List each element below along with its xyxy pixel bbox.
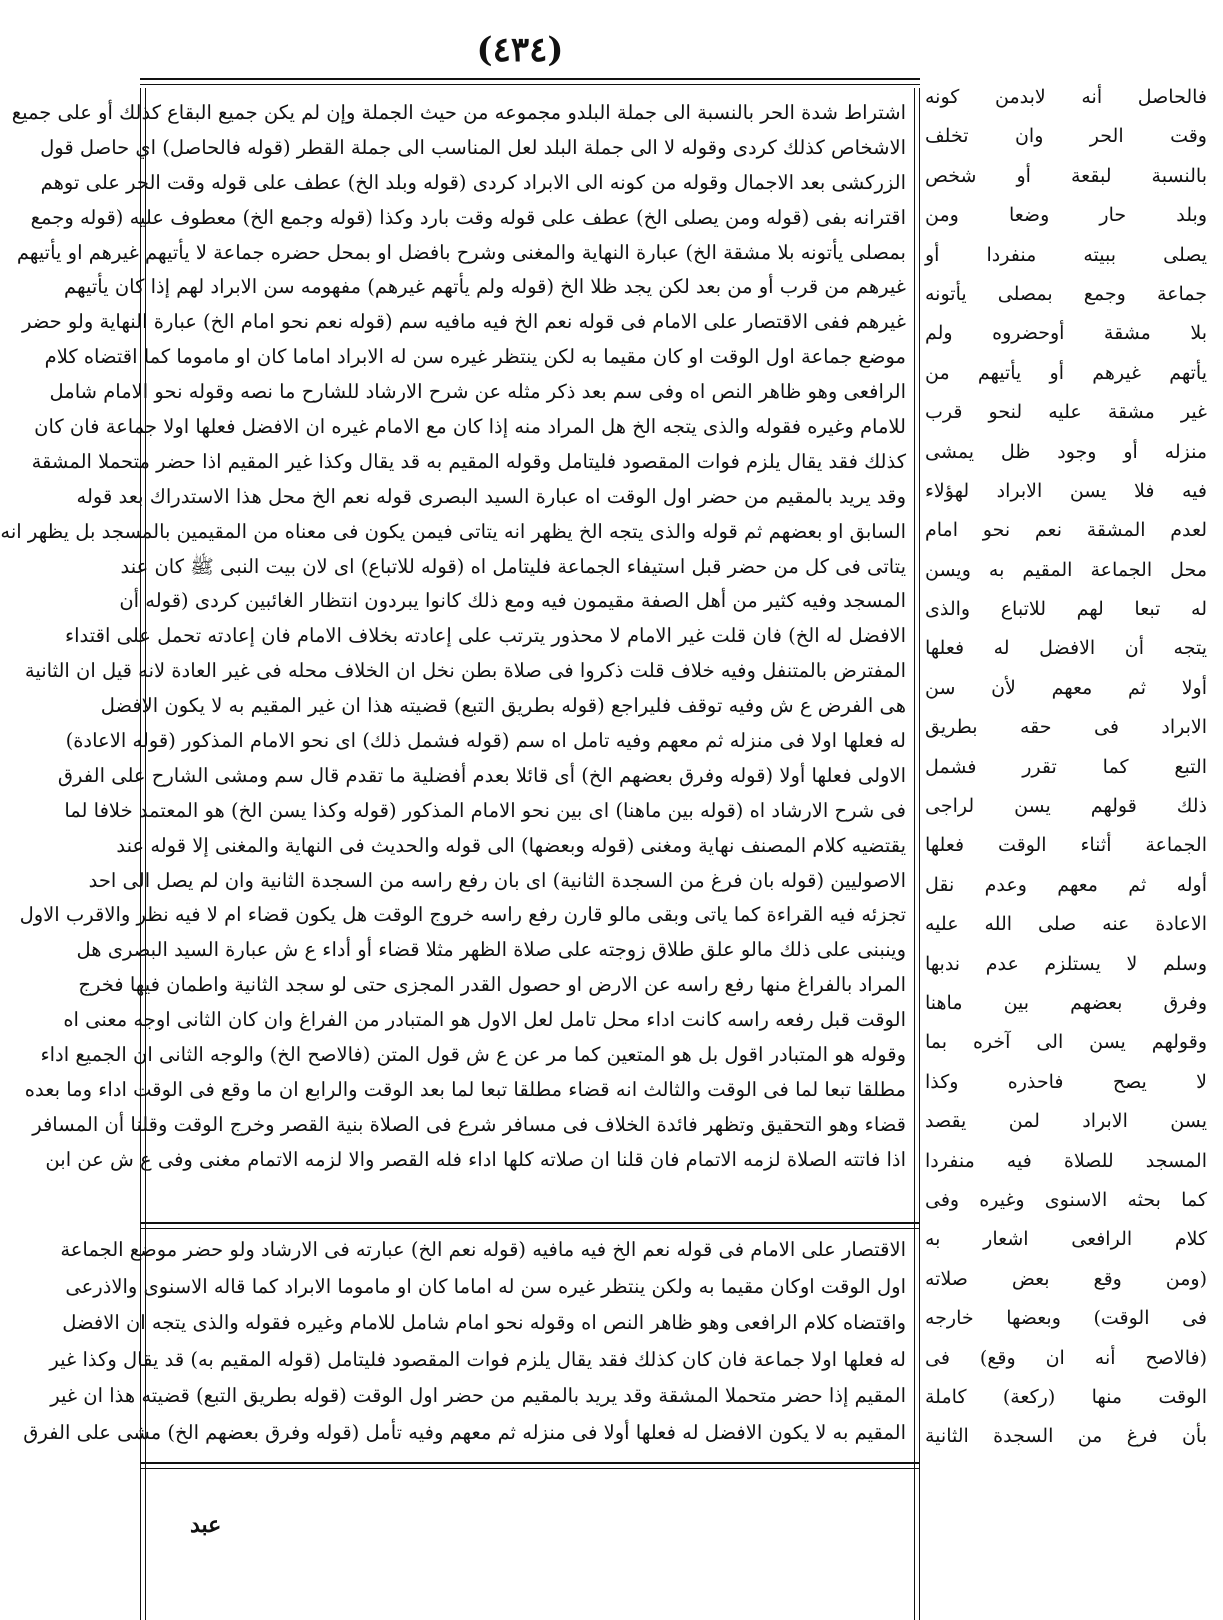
commentary-line: المسجد وفيه كثير من أهل الصفة مقيمون فيه ومع ذلك كانوا يبردون انتظار الغائبين كردى (قوله أن: [119, 589, 906, 613]
matn-line: (فالاصح أنه ان وقع) فى: [925, 1346, 1207, 1369]
commentary-line: اقترانه بفى (قوله ومن يصلى الخ) عطف على قوله وقت بارد وكذا (قوله وجمع الخ) معطوف عليه (قوله وجمع: [30, 205, 906, 229]
commentary-line: الاشخاص كذلك كردى وقوله لا الى جملة البلد لعل المناسب الى جملة القطر (قوله فالحاصل) اي حاصل قول: [40, 135, 906, 159]
matn-line: يتجه أن الافضل له فعلها: [925, 637, 1207, 660]
commentary-line: الزركشى بعد الاجمال وقوله من كونه الى الابراد كردى (قوله وبلد الخ) عطف على قوله وقت الحر على توهم: [40, 170, 906, 194]
commentary-line: وقوله هو المتبادر اقول بل هو المتعين كما مر عن ع ش قول المتن (فالاصح الخ) والوجه الثانى ان الجميع اداء: [40, 1043, 906, 1067]
matn-line: وسلم لا يستلزم عدم ندبها: [925, 952, 1207, 975]
matn-line: فالحاصل أنه لابدمن كونه: [925, 86, 1207, 108]
matn-line: وبلد حار وضعا ومن: [925, 204, 1207, 227]
matn-line: بأن فرغ من السجدة الثانية: [925, 1425, 1207, 1448]
matn-line: غير مشقة عليه لنحو قرب: [925, 401, 1207, 424]
commentary-line: الاصوليين (قوله بان فرغ من السجدة الثانية) اى بان رفع راسه من السجدة الثانية وان لم يصل الى احد: [88, 868, 906, 892]
matn-line: الوقت منها (ركعة) كاملة: [925, 1385, 1207, 1408]
catchword: عبد: [190, 1512, 222, 1538]
matn-line: كما بحثه الاسنوى وغيره وفى: [925, 1188, 1207, 1211]
matn-line: ذلك قولهم يسن لراجى: [925, 795, 1207, 818]
matn-line: له تبعا لهم للاتباع والذى: [925, 598, 1207, 621]
commentary-line: للامام وغيره فقوله والذى يتجه الخ هل المراد منه إذا كان مع الامام غيره ان الافضل فعلها اولا جماعة فان كان: [34, 415, 906, 439]
commentary-line: وينبنى على ذلك مالو علق طلاق زوجته على صلاة الظهر مثلا قضاء أو أداء ع ش عبارة السيد البصرى هل: [76, 938, 906, 962]
commentary-line: المفترض بالمتنفل وفيه خلاف قلت ذكروا فى صلاة بطن نخل ان الخلاف محله فى غير العادة لانه قيل ان الثانية: [24, 659, 906, 683]
matn-line: فى الوقت) وبعضها خارجه: [925, 1307, 1207, 1330]
lower-commentary-line: اول الوقت اوكان مقيما به ولكن ينتظر غيره سن له اماما كان او ماموما الابراد كما قاله الاسنوى والاذرعى: [65, 1274, 906, 1298]
commentary-separator: [140, 1222, 920, 1224]
lower-commentary: [23, 1232, 906, 1462]
matn-line: يأتهم غيرهم أو يأتيهم من: [925, 361, 1207, 384]
matn-line: يصلى ببيته منفردا أو: [925, 243, 1207, 266]
matn-line: بالنسبة لبقعة أو شخص: [925, 164, 1207, 187]
lower-commentary-line: له فعلها اولا جماعة فان كان كذلك فقد يقال يلزم فوات المقصود فليتامل (قوله المقيم به) قد يقال وكذا غير: [49, 1347, 906, 1371]
commentary-line: يتاتى فى كل من حضر قبل استيفاء الجماعة فليتامل اه (قوله للاتباع) اى لان بيت النبى ﷺ كان عند: [120, 554, 906, 578]
matn-column: [925, 78, 1217, 1478]
bottom-rule: [140, 1462, 920, 1464]
matn-line: الاعادة عنه صلى الله عليه: [925, 913, 1207, 936]
commentary-line: موضع جماعة اول الوقت او كان مقيما به لكن ينتظر غيره سن له الابراد اماما كان او ماموما كما اقتضاه كلام: [44, 345, 906, 369]
matn-line: وقولهم يسن الى آخره بما: [925, 1031, 1207, 1054]
commentary-line: قضاء وهو التحقيق وتظهر فائدة الخلاف فى مسافر شرع فى الصلاة بنية القصر وخرج الوقت وقلنا أن المسافر: [32, 1112, 906, 1136]
matn-line: بلا مشقة أوحضروه ولم: [925, 322, 1207, 345]
commentary-line: الاولى فعلها أولا (قوله وفرق بعضهم الخ) أى قائلا بعدم أفضلية ما تقدم قال سم ومشى الشارح على الفرق: [57, 763, 906, 787]
top-rule: [140, 78, 920, 80]
commentary-line: فى شرح الارشاد اه (قوله بين ماهنا) اى بين نحو الامام المذكور (قوله وكذا يسن الخ) هو المعتمد خلافا لما: [64, 798, 906, 822]
matn-line: المسجد للصلاة فيه منفردا: [925, 1149, 1207, 1172]
commentary-line: اشتراط شدة الحر بالنسبة الى جملة البلدو مجموعه من حيث الجملة وإن لم يكن جميع البقاع كذلك أو على جميع: [11, 101, 906, 124]
commentary-line: الوقت قبل رفعه راسه كانت اداء محل تامل لعل الاول هو المتبادر من الفراغ وان كان الثانى اوجه معنى اه: [63, 1008, 906, 1032]
matn-line: التبع كما تقرر فشمل: [925, 755, 1207, 778]
commentary-line: السابق او بعضهم ثم قوله والذى يتجه الخ يظهر انه يتاتى فيمن يكون فى معناه من المقيمين بالمسجد بل يظهر انه: [0, 519, 906, 543]
commentary-line: غيرهم ففى الاقتصار على الامام فى قوله نعم الخ فيه مافيه سم (قوله نعم نحو امام الخ) عبارة النهاية ولو حضر: [21, 310, 906, 334]
main-commentary: [0, 96, 906, 1214]
commentary-line: بمصلى يأتونه بلا مشقة الخ) عبارة النهاية والمغنى وشرح بافضل او بمحل حضره جماعة لا يأتيهم غيرهم او يأتيهم: [16, 240, 906, 264]
commentary-line: غيرهم من قرب أو من بعد لكن يجد ظلا الخ (قوله ولم يأتهم غيرهم) مفهومه سن الابراد لهم إذا كان يأتيهم: [63, 275, 906, 299]
matn-line: جماعة وجمع بمصلى يأتونه: [925, 282, 1207, 305]
commentary-line: كذلك فقد يقال يلزم فوات المقصود فليتامل وقوله المقيم به قد يقال وكذا غير المقيم اذا حضر متحملا المشقة: [31, 449, 906, 473]
lower-commentary-line: المقيم به لا يكون الافضل له فعلها أولا فى منزله ثم معهم وفيه تأمل (قوله وفرق بعضهم الخ) مشى على الفرق: [23, 1420, 906, 1444]
matn-line: لا يصح فاحذره وكذا: [925, 1070, 1207, 1093]
commentary-line: يقتضيه كلام المصنف نهاية ومغنى (قوله وبعضها) الى قوله والحديث فى النهاية والمغنى إلا قوله عند: [116, 833, 906, 857]
matn-line: (ومن وقع بعض صلاته: [925, 1267, 1207, 1290]
commentary-line: وقد يريد بالمقيم من حضر اول الوقت اه عبارة السيد البصرى قوله نعم الخ محل هذا الاستدراك بعد قوله: [76, 484, 906, 508]
commentary-line: الرافعى وهو ظاهر النص اه وفى سم بعد ذكر مثله عن شرح الارشاد للشارح ما نصه وقوله نحو الامام شامل: [49, 380, 906, 404]
matn-line: لعدم المشقة نعم نحو امام: [925, 519, 1207, 542]
matn-line: الجماعة أثناء الوقت فعلها: [925, 834, 1207, 857]
matn-line: كلام الرافعى اشعار به: [925, 1228, 1207, 1251]
matn-line: أولا ثم معهم لأن سن: [925, 676, 1207, 699]
matn-line: محل الجماعة المقيم به ويسن: [925, 558, 1207, 581]
commentary-line: الافضل له الخ) فان قلت غير الامام لا محذور يترتب على إعادته بخلاف الامام فان إعادته تحمل على اقتداء: [64, 624, 906, 648]
commentary-line: مطلقا تبعا لما فى الوقت والثالث انه قضاء مطلقا تبعا لما بعد الوقت والرابع ان ما وقع فى الوقت اداء وما بعده: [24, 1077, 906, 1101]
matn-line: وقت الحر وان تخلف: [925, 125, 1207, 148]
commentary-line: المراد بالفراغ منها رفع راسه عن الارض او حصول القدر المجزى حتى لو سجد الثانية واطمان فيها فخرج: [78, 973, 906, 997]
matn-line: يسن الابراد لمن يقصد: [925, 1110, 1207, 1133]
matn-line: أوله ثم معهم وعدم نقل: [925, 873, 1207, 896]
lower-commentary-line: الاقتصار على الامام فى قوله نعم الخ فيه مافيه (قوله نعم الخ) عبارته فى الارشاد ولو حضر موضع الجماعة: [60, 1238, 906, 1261]
matn-line: فيه فلا يسن الابراد لهؤلاء: [925, 479, 1207, 502]
lower-commentary-line: المقيم إذا حضر متحملا المشقة وقد يريد بالمقيم من حضر اول الوقت (قوله بطريق التبع) قضيته هذا ان غير: [50, 1384, 906, 1407]
commentary-line: هى الفرض ع ش وفيه توقف فليراجع (قوله بطريق التبع) قضيته هذا ان غير المقيم به لا يكون الافضل: [100, 694, 906, 718]
lower-commentary-line: واقتضاه كلام الرافعى وهو ظاهر النص اه وقوله نحو امام شامل للامام وغيره فقوله والذى يتجه ان الافضل: [62, 1311, 906, 1334]
commentary-line: اذا فاتته الصلاة لزمه الاتمام فان قلنا ان صلاته كلها اداء فله القصر والا لزمه الاتمام مغنى وفى ع ش عن ابن: [45, 1147, 906, 1171]
commentary-line: تجزئه فيه القراءة كما ياتى وبقى مالو قارن رفع راسه خروج الوقت هل يكون قضاء ام لا فيه نظر والاقرب الاول: [19, 903, 906, 927]
commentary-line: له فعلها اولا فى منزله ثم معهم وفيه تامل اه سم (قوله فشمل ذلك) اى نحو الامام المذكور (قوله الاعادة): [65, 729, 906, 753]
matn-line: الابراد فى حقه بطريق: [925, 716, 1207, 739]
matn-line: وفرق بعضهم بين ماهنا: [925, 991, 1207, 1014]
page-number: (٤٣٤): [476, 30, 564, 70]
matn-line: منزله أو وجود ظل يمشى: [925, 440, 1207, 463]
